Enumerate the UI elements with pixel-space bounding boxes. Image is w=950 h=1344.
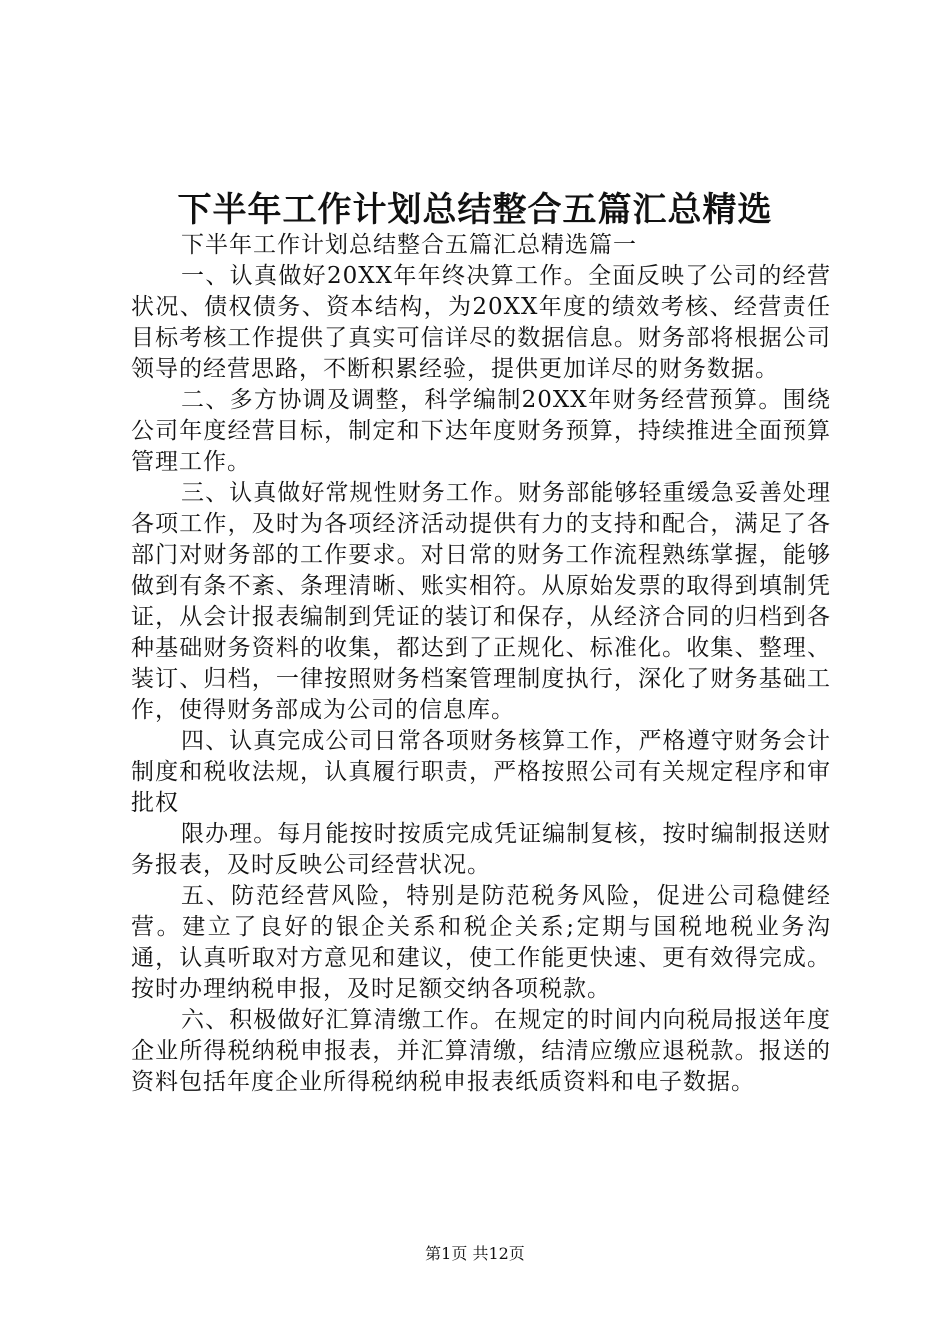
paragraph-5: 五、防范经营风险，特别是防范税务风险，促进公司稳健经营。建立了良好的银企关系和税企关系;定期与国税地税业务沟通，认真听取对方意见和建议，使工作能更快速、更有效得完成。按时办理纳税申报，及时足额交纳各项税款。 [131, 883, 831, 1002]
paragraph-6: 六、积极做好汇算清缴工作。在规定的时间内向税局报送年度企业所得税纳税申报表，并汇算清缴，结清应缴应退税款。报送的资料包括年度企业所得税纳税申报表纸质资料和电子数据。 [131, 1007, 831, 1095]
paragraph-2: 二、多方协调及调整，科学编制20XX年财务经营预算。围绕公司年度经营目标，制定和下达年度财务预算，持续推进全面预算管理工作。 [131, 387, 831, 475]
document-title: 下半年工作计划总结整合五篇汇总精选 [177, 190, 773, 230]
section-heading: 下半年工作计划总结整合五篇汇总精选篇一 [181, 232, 637, 258]
paragraph-4-continued: 限办理。每月能按时按质完成凭证编制复核，按时编制报送财务报表，及时反映公司经营状况。 [131, 821, 831, 878]
document-body [131, 230, 831, 1098]
paragraph-4: 四、认真完成公司日常各项财务核算工作，严格遵守财务会计制度和税收法规，认真履行职责，严格按照公司有关规定程序和审批权 [131, 728, 831, 816]
paragraph-1: 一、认真做好20XX年年终决算工作。全面反映了公司的经营状况、债权债务、资本结构，为20XX年度的绩效考核、经营责任目标考核工作提供了真实可信详尽的数据信息。财务部将根据公司领导的经营思路，不断积累经验，提供更加详尽的财务数据。 [131, 263, 831, 382]
page-number: 第1页 共12页 [425, 1244, 525, 1263]
paragraph-3: 三、认真做好常规性财务工作。财务部能够轻重缓急妥善处理各项工作，及时为各项经济活动提供有力的支持和配合，满足了各部门对财务部的工作要求。对日常的财务工作流程熟练掌握，能够做到有条不紊、条理清晰、账实相符。从原始发票的取得到填制凭证，从会计报表编制到凭证的装订和保存，从经济合同的归档到各种基础财务资料的收集，都达到了正规化、标准化。收集、整理、装订、归档，一律按照财务档案管理制度执行，深化了财务基础工作，使得财务部成为公司的信息库。 [131, 480, 831, 723]
